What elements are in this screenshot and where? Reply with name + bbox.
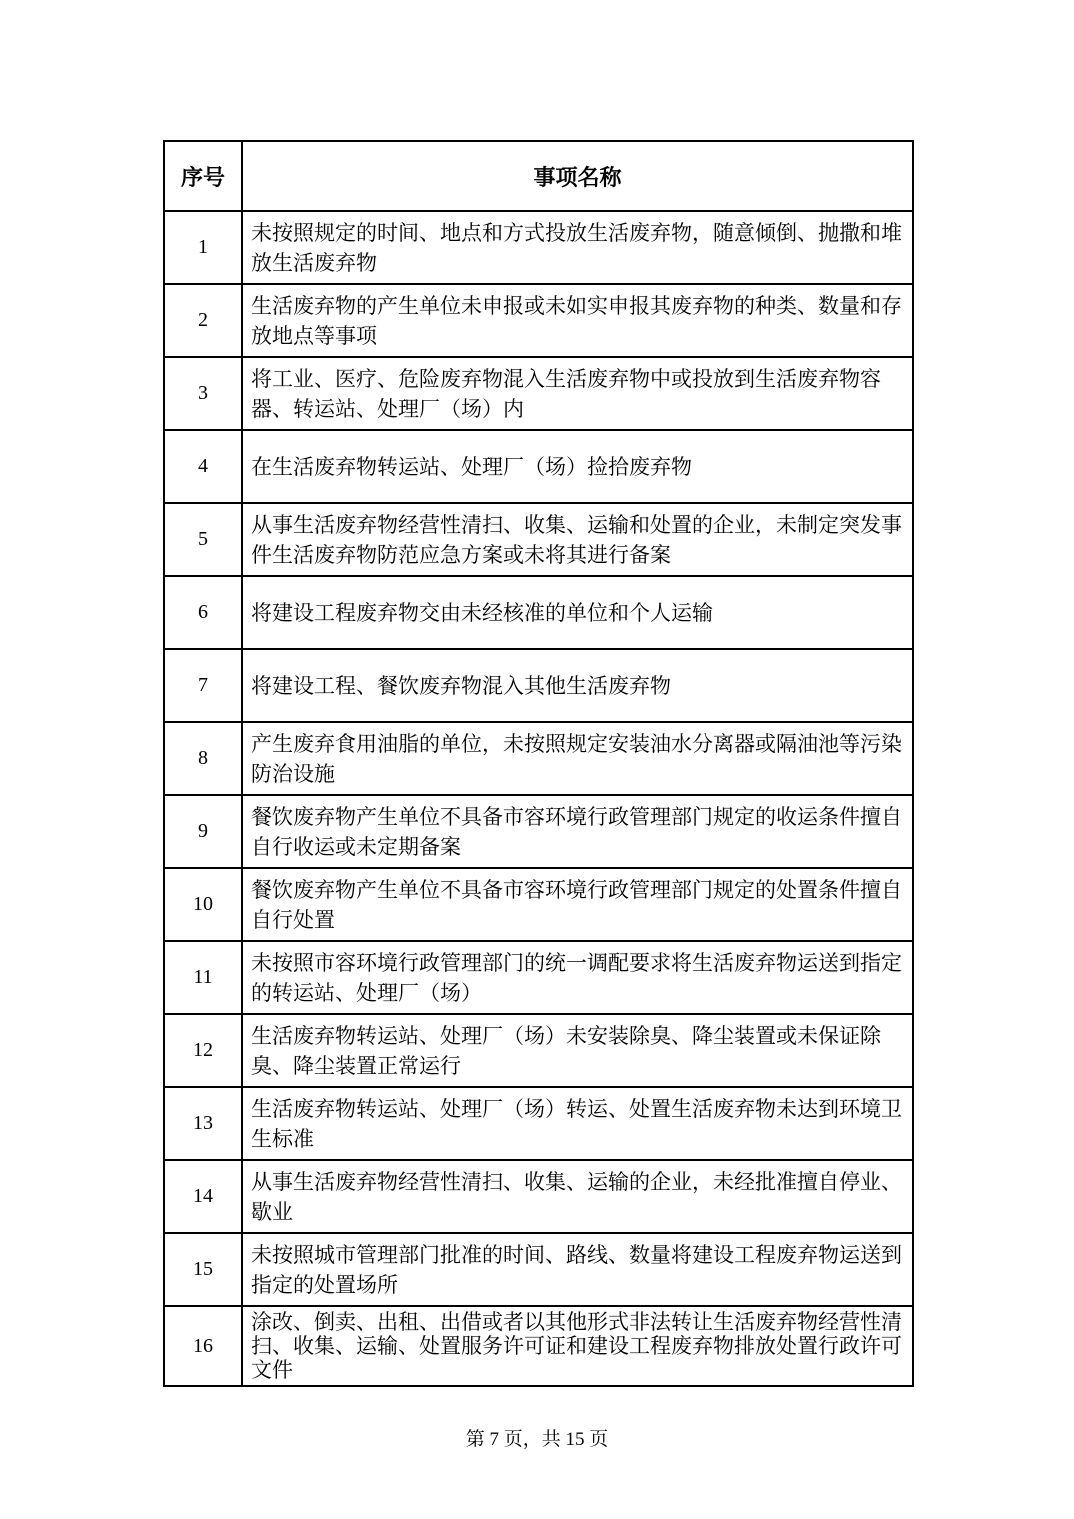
table-row	[164, 868, 913, 941]
row-number: 7	[164, 649, 242, 722]
row-item-name: 涂改、倒卖、出租、出借或者以其他形式非法转让生活废弃物经营性清扫、收集、运输、处置服务许可证和建设工程废弃物排放处置行政许可文件	[242, 1306, 913, 1386]
row-item-name: 未按照市容环境行政管理部门的统一调配要求将生活废弃物运送到指定的转运站、处理厂（场）	[242, 941, 913, 1014]
table-row	[164, 576, 913, 649]
row-item-name: 未按照规定的时间、地点和方式投放生活废弃物，随意倾倒、抛撒和堆放生活废弃物	[242, 211, 913, 284]
row-item-name: 产生废弃食用油脂的单位，未按照规定安装油水分离器或隔油池等污染防治设施	[242, 722, 913, 795]
table-row	[164, 284, 913, 357]
row-number: 1	[164, 211, 242, 284]
row-number: 3	[164, 357, 242, 430]
table-row	[164, 1306, 913, 1386]
row-item-name: 未按照城市管理部门批准的时间、路线、数量将建设工程废弃物运送到指定的处置场所	[242, 1233, 913, 1306]
table-row	[164, 211, 913, 284]
row-item-name: 从事生活废弃物经营性清扫、收集、运输的企业，未经批准擅自停业、歇业	[242, 1160, 913, 1233]
row-item-name: 将建设工程、餐饮废弃物混入其他生活废弃物	[242, 649, 913, 722]
row-number: 15	[164, 1233, 242, 1306]
header-serial-number: 序号	[164, 141, 242, 211]
row-number: 9	[164, 795, 242, 868]
row-item-name: 将建设工程废弃物交由未经核准的单位和个人运输	[242, 576, 913, 649]
row-number: 11	[164, 941, 242, 1014]
row-item-name: 在生活废弃物转运站、处理厂（场）捡拾废弃物	[242, 430, 913, 503]
table-row	[164, 357, 913, 430]
table-row	[164, 1014, 913, 1087]
row-number: 6	[164, 576, 242, 649]
row-item-name: 餐饮废弃物产生单位不具备市容环境行政管理部门规定的处置条件擅自自行处置	[242, 868, 913, 941]
row-number: 2	[164, 284, 242, 357]
row-item-name: 将工业、医疗、危险废弃物混入生活废弃物中或投放到生活废弃物容器、转运站、处理厂（场）内	[242, 357, 913, 430]
row-number: 14	[164, 1160, 242, 1233]
table-row	[164, 1233, 913, 1306]
row-item-name: 餐饮废弃物产生单位不具备市容环境行政管理部门规定的收运条件擅自自行收运或未定期备案	[242, 795, 913, 868]
row-number: 8	[164, 722, 242, 795]
row-number: 4	[164, 430, 242, 503]
row-number: 5	[164, 503, 242, 576]
row-number: 16	[164, 1306, 242, 1386]
row-number: 12	[164, 1014, 242, 1087]
header-item-name: 事项名称	[242, 141, 913, 211]
items-table	[163, 140, 914, 1387]
table-row	[164, 722, 913, 795]
row-item-name: 生活废弃物转运站、处理厂（场）未安装除臭、降尘装置或未保证除臭、降尘装置正常运行	[242, 1014, 913, 1087]
row-item-name: 从事生活废弃物经营性清扫、收集、运输和处置的企业，未制定突发事件生活废弃物防范应急方案或未将其进行备案	[242, 503, 913, 576]
page-footer: 第 7 页，共 15 页	[465, 1429, 609, 1450]
table-row	[164, 503, 913, 576]
table-row	[164, 430, 913, 503]
table-row	[164, 941, 913, 1014]
row-item-name: 生活废弃物转运站、处理厂（场）转运、处置生活废弃物未达到环境卫生标准	[242, 1087, 913, 1160]
table-header-row	[164, 141, 913, 211]
table-row	[164, 649, 913, 722]
row-number: 10	[164, 868, 242, 941]
table-row	[164, 1160, 913, 1233]
table-row	[164, 795, 913, 868]
row-number: 13	[164, 1087, 242, 1160]
row-item-name: 生活废弃物的产生单位未申报或未如实申报其废弃物的种类、数量和存放地点等事项	[242, 284, 913, 357]
table-row	[164, 1087, 913, 1160]
